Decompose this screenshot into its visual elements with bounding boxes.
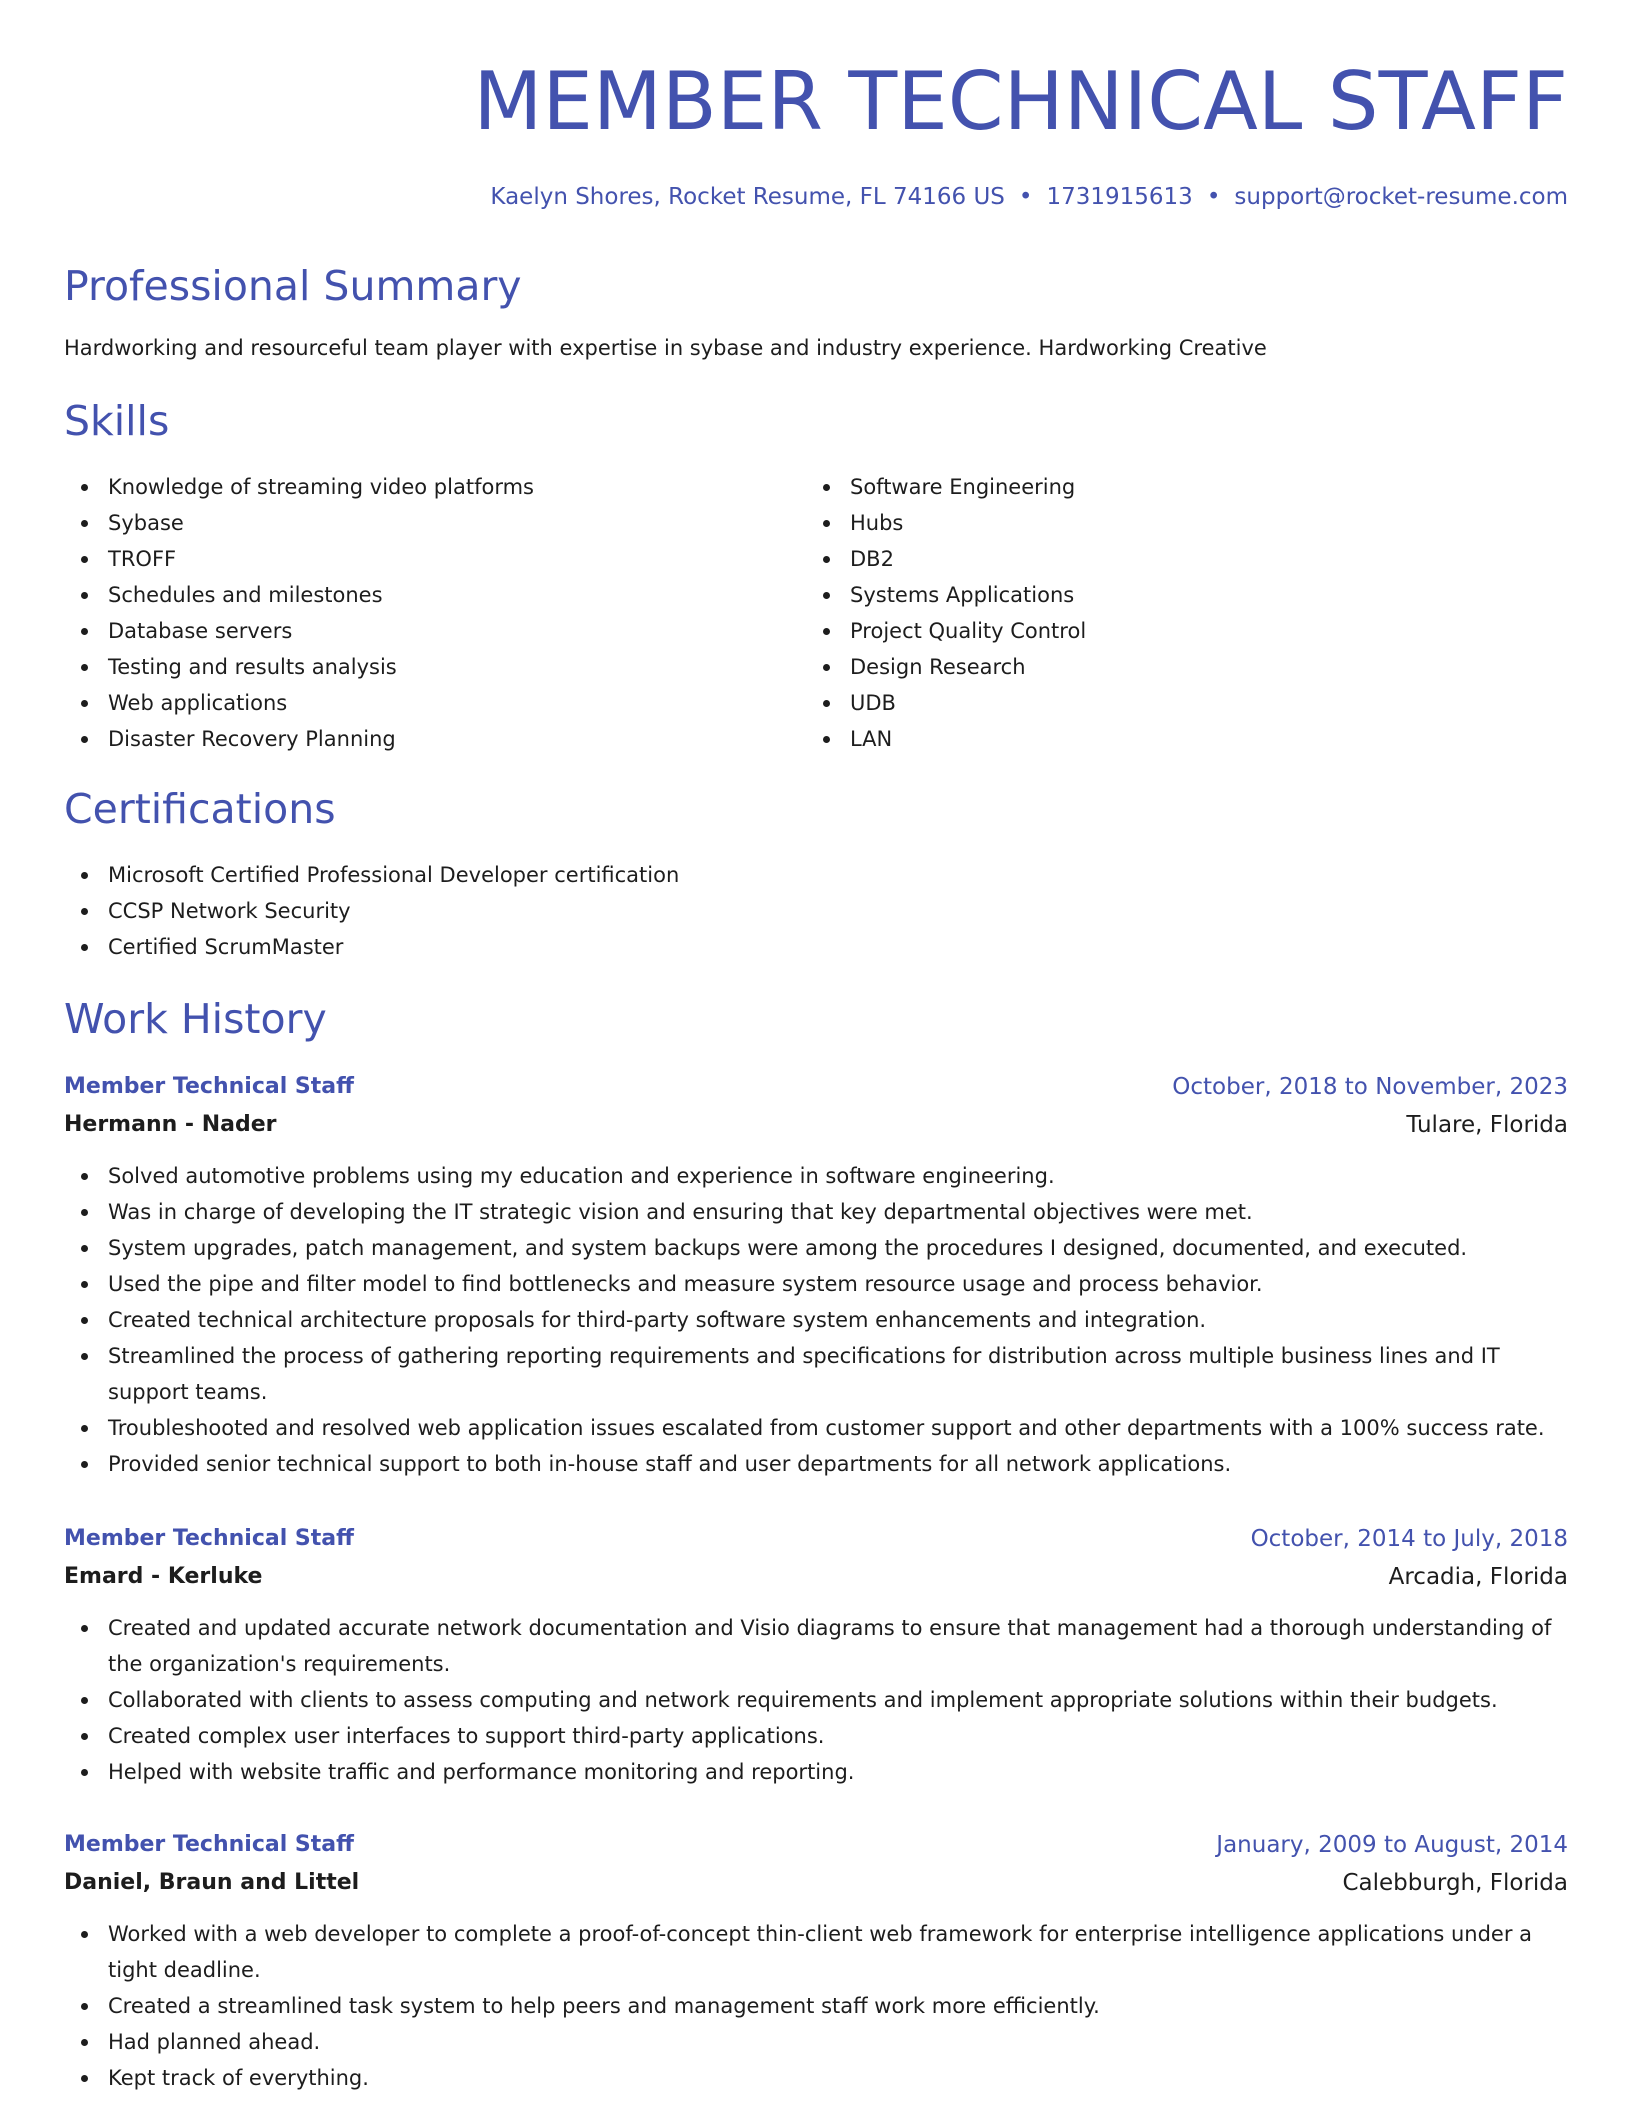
job-location: Arcadia, Florida — [1388, 1564, 1568, 1590]
job-company-row — [64, 1864, 1568, 1902]
job-company: Hermann - Nader — [64, 1112, 277, 1137]
job-entry — [64, 1826, 1568, 2096]
skill-item: Software Engineering — [806, 469, 1086, 505]
contact-address: Kaelyn Shores, Rocket Resume, FL 74166 US — [490, 184, 1005, 210]
job-bullet: Used the pipe and filter model to find bottlenecks and measure system resource usage and process behavior. — [64, 1266, 1568, 1302]
job-bullet: Provided senior technical support to both in-house staff and user departments for all network applications. — [64, 1446, 1568, 1482]
skill-item: DB2 — [806, 541, 1086, 577]
certification-item: Microsoft Certified Professional Developer certification — [64, 857, 679, 893]
skill-item: Knowledge of streaming video platforms — [64, 469, 534, 505]
job-header-row — [64, 1520, 1568, 1558]
skill-item: UDB — [806, 685, 1086, 721]
job-bullet: Worked with a web developer to complete a proof-of-concept thin-client web framework for enterprise intelligence applications under a tight deadline. — [64, 1916, 1568, 1988]
contact-separator: • — [1018, 184, 1033, 210]
job-bullet: Collaborated with clients to assess computing and network requirements and implement appropriate solutions within their budgets. — [64, 1682, 1568, 1718]
work-history-heading: Work History — [64, 995, 327, 1043]
job-entry — [64, 1520, 1568, 1790]
job-header-row — [64, 1068, 1568, 1106]
skill-item: LAN — [806, 721, 1086, 757]
certification-item: CCSP Network Security — [64, 893, 679, 929]
summary-heading: Professional Summary — [64, 262, 522, 310]
job-dates: October, 2014 to July, 2018 — [1250, 1526, 1568, 1552]
job-company: Emard - Kerluke — [64, 1564, 263, 1589]
job-dates: October, 2018 to November, 2023 — [1172, 1074, 1568, 1100]
contact-email[interactable]: support@rocket-resume.com — [1234, 184, 1568, 210]
certifications-list — [64, 857, 679, 965]
job-bullet: Created and updated accurate network documentation and Visio diagrams to ensure that management had a thorough understanding of the organization's requirements. — [64, 1610, 1568, 1682]
skill-item: Systems Applications — [806, 577, 1086, 613]
job-location: Calebburgh, Florida — [1342, 1870, 1568, 1896]
skills-list-left — [64, 469, 534, 757]
skills-heading: Skills — [64, 397, 170, 445]
skill-item: TROFF — [64, 541, 534, 577]
skill-item: Database servers — [64, 613, 534, 649]
job-bullet: Created a streamlined task system to help peers and management staff work more efficiently. — [64, 1988, 1568, 2024]
job-title: Member Technical Staff — [64, 1074, 354, 1099]
job-bullet: Streamlined the process of gathering reporting requirements and specifications for distribution across multiple business lines and IT support teams. — [64, 1338, 1568, 1410]
contact-phone: 1731915613 — [1046, 184, 1193, 210]
job-company-row — [64, 1106, 1568, 1144]
skill-item: Schedules and milestones — [64, 577, 534, 613]
skill-item: Web applications — [64, 685, 534, 721]
job-bullet: Created technical architecture proposals for third-party software system enhancements and integration. — [64, 1302, 1568, 1338]
job-bullet: Created complex user interfaces to support third-party applications. — [64, 1718, 1568, 1754]
skill-item: Disaster Recovery Planning — [64, 721, 534, 757]
job-bullet: Kept track of everything. — [64, 2060, 1568, 2096]
certifications-heading: Certifications — [64, 785, 336, 833]
contact-separator: • — [1206, 184, 1221, 210]
job-bullet: System upgrades, patch management, and system backups were among the procedures I designed, documented, and executed. — [64, 1230, 1568, 1266]
job-location: Tulare, Florida — [1406, 1112, 1568, 1138]
job-bullet: Was in charge of developing the IT strategic vision and ensuring that key departmental objectives were met. — [64, 1194, 1568, 1230]
skill-item: Design Research — [806, 649, 1086, 685]
skill-item: Project Quality Control — [806, 613, 1086, 649]
job-bullet: Helped with website traffic and performance monitoring and reporting. — [64, 1754, 1568, 1790]
job-header-row — [64, 1826, 1568, 1864]
job-company: Daniel, Braun and Littel — [64, 1870, 360, 1895]
job-bullets — [64, 1610, 1568, 1790]
job-entry — [64, 1068, 1568, 1482]
job-title: Member Technical Staff — [64, 1832, 354, 1857]
skill-item: Sybase — [64, 505, 534, 541]
contact-line — [490, 180, 1568, 214]
job-bullet: Solved automotive problems using my education and experience in software engineering. — [64, 1158, 1568, 1194]
certification-item: Certified ScrumMaster — [64, 929, 679, 965]
job-bullets — [64, 1158, 1568, 1482]
summary-text: Hardworking and resourceful team player with expertise in sybase and industry experience. Hardworking Creative — [64, 336, 1267, 360]
resume-title: MEMBER TECHNICAL STAFF — [473, 55, 1568, 148]
job-title: Member Technical Staff — [64, 1526, 354, 1551]
job-bullets — [64, 1916, 1568, 2096]
skills-list-right — [806, 469, 1086, 757]
skill-item: Testing and results analysis — [64, 649, 534, 685]
job-dates: January, 2009 to August, 2014 — [1216, 1832, 1568, 1858]
job-bullet: Had planned ahead. — [64, 2024, 1568, 2060]
job-bullet: Troubleshooted and resolved web application issues escalated from customer support and other departments with a 100% success rate. — [64, 1410, 1568, 1446]
skill-item: Hubs — [806, 505, 1086, 541]
job-company-row — [64, 1558, 1568, 1596]
